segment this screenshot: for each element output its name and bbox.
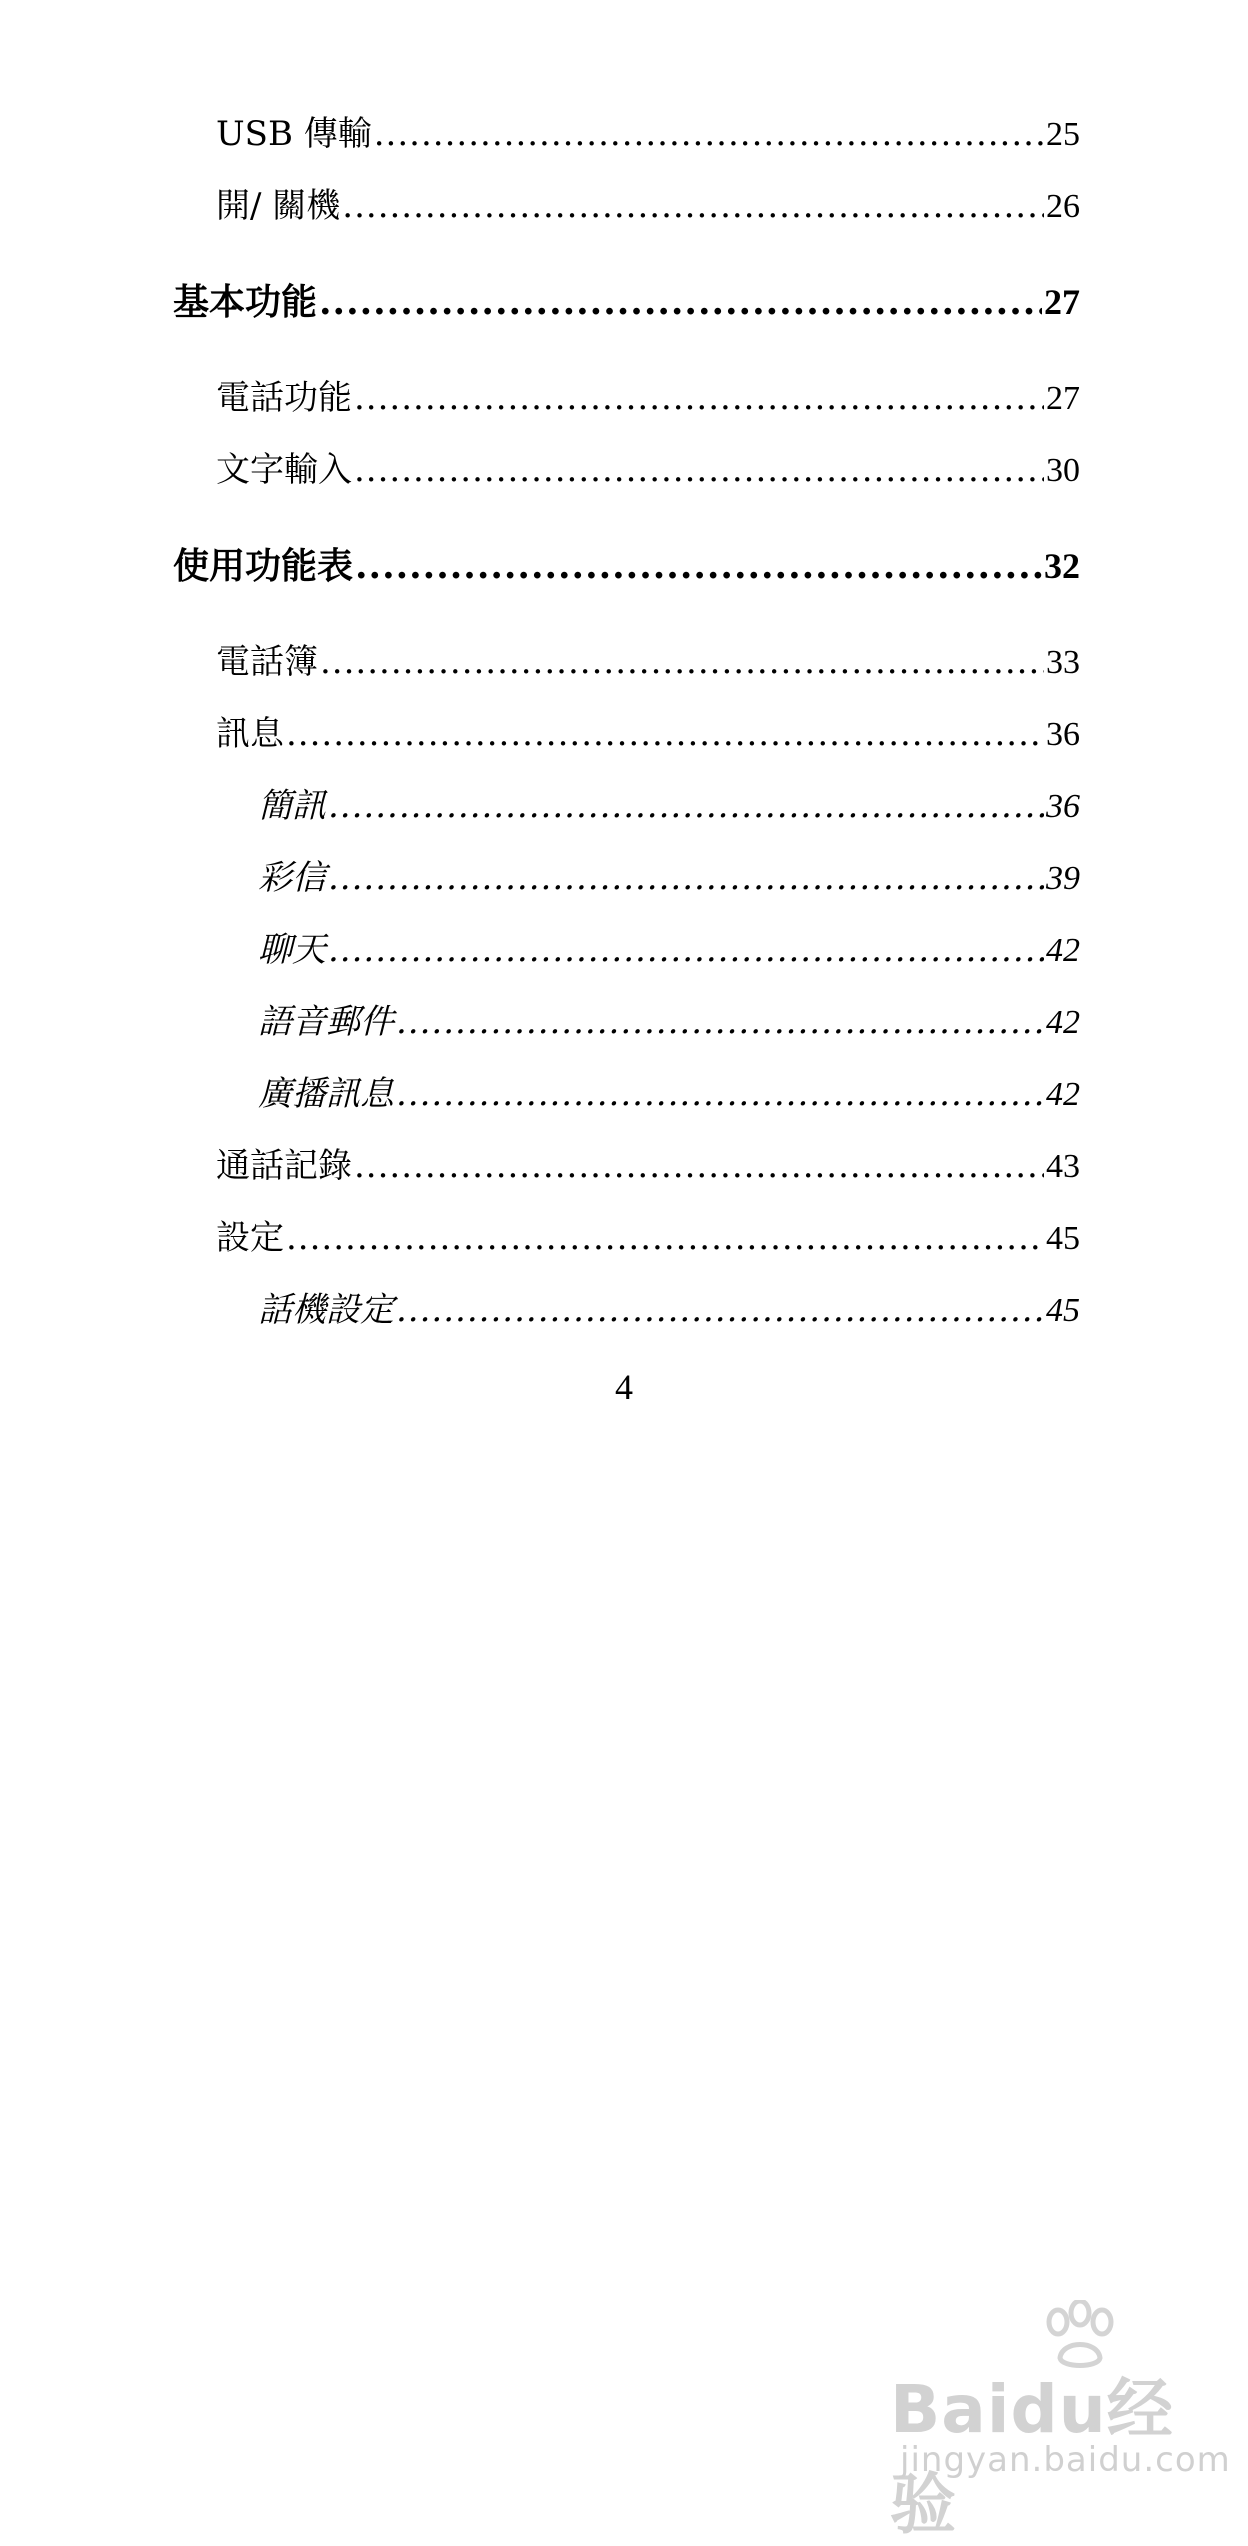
toc-section-page: 27 xyxy=(1044,282,1080,322)
toc-subentry-mms xyxy=(258,850,1080,899)
baidu-jingyan-watermark xyxy=(890,2300,1231,2543)
toc-entry-power-on-off xyxy=(216,178,1080,227)
toc-entry-messages xyxy=(216,706,1080,755)
toc-entry-page: 43 xyxy=(1046,1148,1080,1185)
toc-leader-dots xyxy=(319,281,1042,323)
toc-leader-dots xyxy=(320,642,1044,682)
toc-entry-phone-functions xyxy=(216,370,1080,419)
toc-section-basic-functions xyxy=(173,274,1080,325)
toc-subentry-label: 聊天 xyxy=(258,930,326,970)
toc-entry-label: 文字輸入 xyxy=(216,450,352,490)
toc-leader-dots xyxy=(286,1218,1044,1258)
toc-leader-dots xyxy=(354,450,1044,490)
toc-section-label: 使用功能表 xyxy=(173,545,354,587)
toc-subentry-voicemail xyxy=(258,994,1080,1043)
toc-entry-settings xyxy=(216,1210,1080,1259)
toc-leader-dots xyxy=(354,1146,1044,1186)
toc-entry-call-log xyxy=(216,1138,1080,1187)
toc-entry-page: 26 xyxy=(1046,188,1080,225)
toc-subentry-broadcast-messages xyxy=(258,1066,1080,1115)
toc-leader-dots xyxy=(396,1074,1044,1114)
toc-entry-text-input xyxy=(216,442,1080,491)
toc-leader-dots xyxy=(354,378,1044,418)
toc-subentry-page: 42 xyxy=(1046,1004,1080,1041)
watermark-brand: Baidu经验 xyxy=(890,2371,1174,2543)
toc-leader-dots xyxy=(374,114,1044,154)
toc-leader-dots xyxy=(286,714,1044,754)
toc-subentry-page: 42 xyxy=(1046,1076,1080,1113)
toc-entry-page: 27 xyxy=(1046,380,1080,417)
toc-subentry-label: 話機設定 xyxy=(258,1290,394,1330)
toc-subentry-sms xyxy=(258,778,1080,827)
toc-section-using-menu xyxy=(173,538,1080,589)
toc-entry-label: USB 傳輸 xyxy=(216,114,372,154)
toc-subentry-phone-settings xyxy=(258,1282,1080,1331)
toc-entry-label: 設定 xyxy=(216,1218,284,1258)
toc-entry-usb-transfer xyxy=(216,106,1080,155)
toc-section-page: 32 xyxy=(1044,546,1080,586)
toc-subentry-page: 45 xyxy=(1046,1292,1080,1329)
toc-subentry-label: 彩信 xyxy=(258,858,326,898)
toc-entry-phonebook xyxy=(216,634,1080,683)
toc-subentry-label: 廣播訊息 xyxy=(258,1074,394,1114)
toc-leader-dots xyxy=(328,786,1044,826)
toc-leader-dots xyxy=(342,186,1044,226)
toc-entry-label: 通話記錄 xyxy=(216,1146,352,1186)
toc-subentry-label: 簡訊 xyxy=(258,786,326,826)
toc-entry-label: 電話簿 xyxy=(216,642,318,682)
toc-leader-dots xyxy=(328,930,1044,970)
toc-subentry-label: 語音郵件 xyxy=(258,1002,394,1042)
toc-entry-label: 電話功能 xyxy=(216,378,352,418)
toc-leader-dots xyxy=(328,858,1044,898)
toc-subentry-page: 42 xyxy=(1046,932,1080,969)
toc-leader-dots xyxy=(396,1002,1044,1042)
toc-entry-label: 訊息 xyxy=(216,714,284,754)
toc-entry-label: 開/ 關機 xyxy=(216,186,341,226)
toc-entry-page: 33 xyxy=(1046,644,1080,681)
watermark-url: jingyan.baidu.com xyxy=(900,2440,1231,2480)
toc-entry-page: 36 xyxy=(1046,716,1080,753)
toc-section-label: 基本功能 xyxy=(173,281,318,323)
toc-subentry-page: 36 xyxy=(1046,788,1080,825)
page-number: 4 xyxy=(615,1367,633,1407)
toc-leader-dots xyxy=(396,1290,1044,1330)
toc-leader-dots xyxy=(355,545,1042,587)
toc-subentry-chat xyxy=(258,922,1080,971)
toc-subentry-page: 39 xyxy=(1046,860,1080,897)
toc-entry-page: 30 xyxy=(1046,452,1080,489)
toc-entry-page: 45 xyxy=(1046,1220,1080,1257)
toc-entry-page: 25 xyxy=(1046,116,1080,153)
